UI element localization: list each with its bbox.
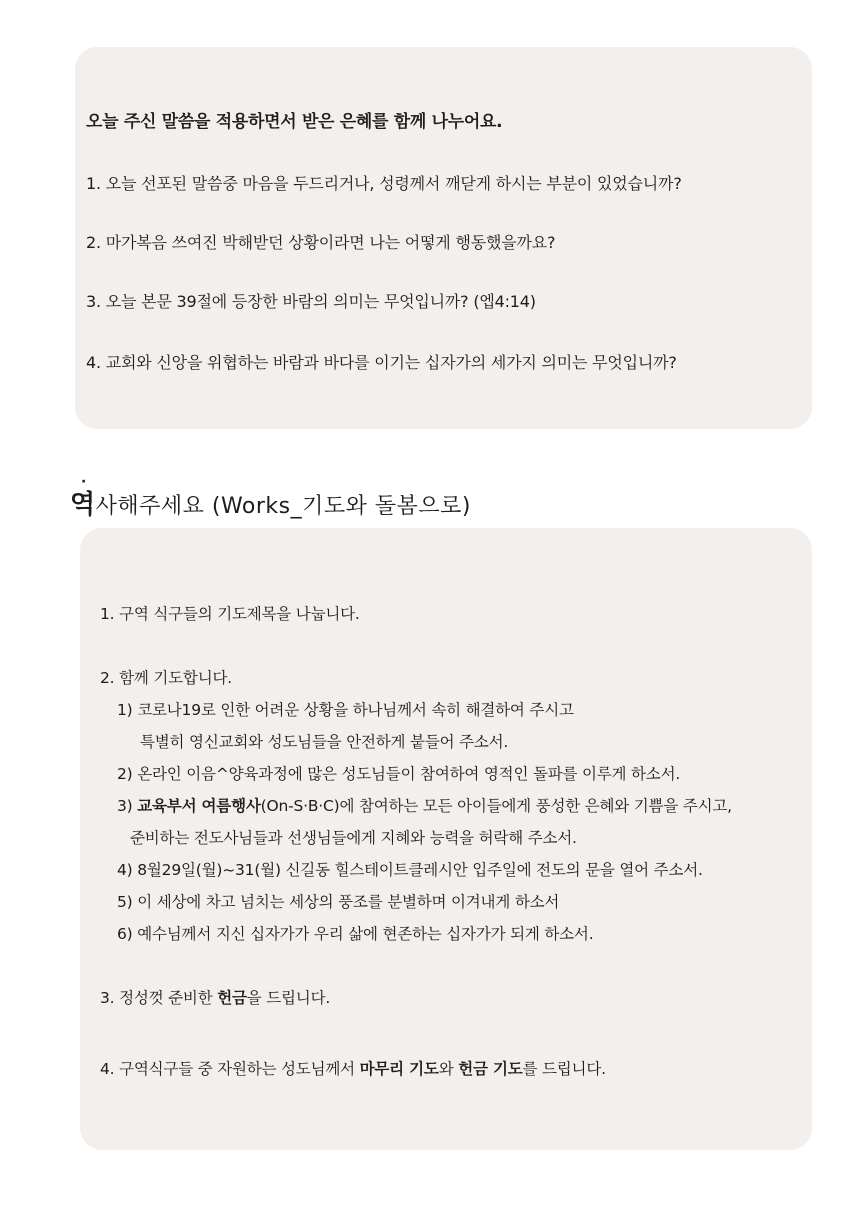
prayer-item-1: 1. 구역 식구들의 기도제목을 나눕니다.	[100, 605, 360, 623]
discussion-card	[75, 47, 812, 429]
prayer-item-4-bold-1: 마무리 기도	[359, 1060, 439, 1078]
prayer-item-3-prefix: 3. 정성껏 준비한	[100, 989, 218, 1007]
prayer-item-3	[100, 986, 330, 1008]
section-title	[70, 474, 471, 521]
prayer-item-3-rest: 을 드립니다.	[246, 989, 331, 1007]
question-1: 1. 오늘 선포된 말씀중 마음을 두드리거나, 성령께서 깨닫게 하시는 부분이 있었습니까?	[86, 174, 682, 193]
prayer-sub-2: 2) 온라인 이음^양육과정에 많은 성도님들이 참여하여 영적인 돌파를 이루게 하소서.	[117, 765, 681, 783]
prayer-item-4	[100, 1057, 606, 1079]
prayer-sub-1b: 특별히 영신교회와 성도님들을 안전하게 붙들어 주소서.	[140, 733, 509, 751]
prayer-card	[80, 528, 812, 1150]
prayer-sub-3b: 준비하는 전도사님들과 선생님들에게 지혜와 능력을 허락해 주소서.	[130, 829, 577, 847]
prayer-sub-5: 5) 이 세상에 차고 넘치는 세상의 풍조를 분별하며 이겨내게 하소서	[117, 893, 560, 911]
prayer-sub-6: 6) 예수님께서 지신 십자가가 우리 삶에 현존하는 십자가가 되게 하소서.	[117, 925, 594, 943]
prayer-sub-4: 4) 8월29일(월)~31(월) 신길동 힐스테이트클레시안 입주일에 전도의 문을 열어 주소서.	[117, 861, 703, 879]
question-2: 2. 마가복음 쓰여진 박해받던 상황이라면 나는 어떻게 행동했을까요?	[86, 233, 556, 252]
question-3: 3. 오늘 본문 39절에 등장한 바람의 의미는 무엇입니까? (엡4:14)	[86, 292, 536, 311]
prayer-item-4-bold-2: 헌금 기도	[458, 1060, 523, 1078]
prayer-item-2: 2. 함께 기도합니다.	[100, 669, 232, 687]
section-title-first-char: 역	[70, 490, 96, 520]
prayer-sub-3-bold: 교육부서 여름행사	[137, 797, 261, 815]
title-dot: ·	[81, 474, 87, 490]
prayer-item-4-mid: 와	[438, 1060, 459, 1078]
prayer-item-4-prefix: 4. 구역식구들 중 자원하는 성도님께서	[100, 1060, 360, 1078]
prayer-sub-3-prefix: 3)	[117, 797, 138, 815]
section-title-rest: 사해주세요 (Works_기도와 돌봄으로)	[95, 494, 471, 519]
prayer-sub-3-rest: (On-S·B·C)에 참여하는 모든 아이들에게 풍성한 은혜와 기쁨을 주시고,	[260, 797, 732, 815]
discussion-title: 오늘 주신 말씀을 적용하면서 받은 은혜를 함께 나누어요.	[86, 112, 503, 132]
prayer-sub-1a: 1) 코로나19로 인한 어려운 상황을 하나님께서 속히 해결하여 주시고	[117, 701, 574, 719]
question-4: 4. 교회와 신앙을 위협하는 바람과 바다를 이기는 십자가의 세가지 의미는 무엇입니까?	[86, 353, 677, 372]
prayer-item-4-rest: 를 드립니다.	[522, 1060, 606, 1078]
prayer-sub-3	[117, 794, 732, 816]
prayer-item-3-bold: 헌금	[217, 989, 247, 1007]
